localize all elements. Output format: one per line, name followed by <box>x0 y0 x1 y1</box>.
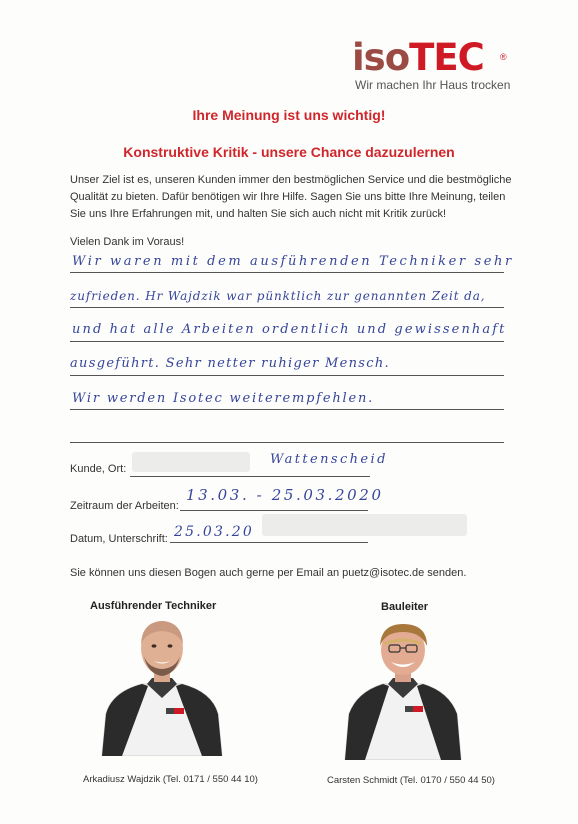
intro-paragraph: Unser Ziel ist es, unseren Kunden immer den bestmöglichen Service und die bestmögliche Qualität zu bieten. Dafür benötigen wir Ihre Hilfe. Sagen Sie uns bitte Ihre Meinung, teilen Sie uns Ihre Erfahrungen mit, und halten Sie sich auch nicht mit Kritik zurück! <box>70 174 512 220</box>
period-underline <box>180 510 368 511</box>
redacted-customer-name <box>132 452 250 472</box>
redacted-signature <box>262 514 467 536</box>
technician-photo <box>92 614 232 756</box>
feedback-rule <box>70 375 504 376</box>
feedback-rule <box>70 341 504 342</box>
site-manager-name-phone: Carsten Schmidt (Tel. 0170 / 550 44 50) <box>327 775 495 786</box>
logo-tagline: Wir machen Ihr Haus trocken <box>355 78 511 92</box>
handwritten-feedback-line: ausgeführt. Sehr netter ruhiger Mensch. <box>70 356 390 371</box>
date-value: 25.03.20 <box>174 524 254 540</box>
logo-wordmark: isoTEC <box>352 36 484 79</box>
handwritten-feedback-line: Wir werden Isotec weiterempfehlen. <box>72 391 375 406</box>
technician-role: Ausführender Techniker <box>90 600 217 612</box>
logo-registered-mark: ® <box>500 52 507 62</box>
work-period-value: 13.03. - 25.03.2020 <box>186 486 384 504</box>
date-signature-label: Datum, Unterschrift: <box>70 533 168 545</box>
site-manager-photo <box>343 618 463 760</box>
period-label: Zeitraum der Arbeiten: <box>70 500 179 512</box>
customer-city: Wattenscheid <box>270 452 388 467</box>
handwritten-feedback-line: Wir waren mit dem ausführenden Techniker sehr <box>72 254 514 269</box>
thanks-text: Vielen Dank im Voraus! <box>70 236 185 248</box>
feedback-rule <box>70 442 504 443</box>
isotec-logo <box>352 38 512 98</box>
form-subheading: Konstruktive Kritik - unsere Chance dazuzulernen <box>123 144 455 160</box>
site-manager-role: Bauleiter <box>381 601 429 613</box>
handwritten-feedback-line: und hat alle Arbeiten ordentlich und gewissenhaft <box>72 322 507 337</box>
signature-underline <box>170 542 368 543</box>
customer-label: Kunde, Ort: <box>70 463 127 475</box>
feedback-rule <box>70 409 504 410</box>
customer-underline <box>130 476 370 477</box>
feedback-rule <box>70 307 504 308</box>
technician-name-phone: Arkadiusz Wajdzik (Tel. 0171 / 550 44 10) <box>83 774 258 785</box>
form-heading: Ihre Meinung ist uns wichtig! <box>192 107 386 123</box>
email-note: Sie können uns diesen Bogen auch gerne per Email an puetz@isotec.de senden. <box>70 567 467 579</box>
feedback-rule <box>70 272 504 273</box>
handwritten-feedback-line: zufrieden. Hr Wajdzik war pünktlich zur genannten Zeit da, <box>70 289 486 303</box>
